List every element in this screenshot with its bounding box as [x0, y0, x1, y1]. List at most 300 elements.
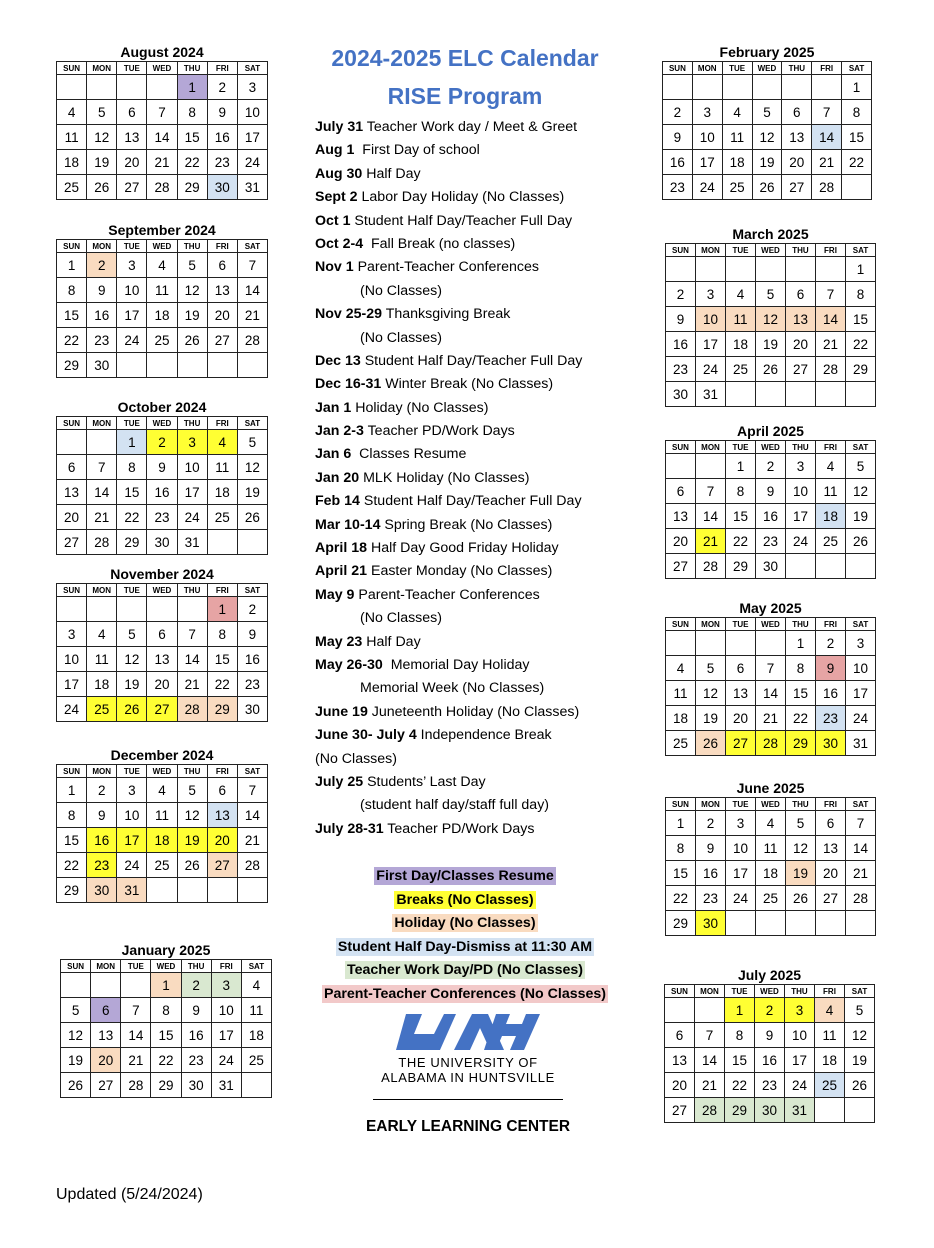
calendar-day: 13: [726, 681, 756, 706]
weekday-header: THU: [177, 765, 207, 778]
event-description: Student Half Day/Teacher Full Day: [350, 212, 573, 229]
calendar-day: 24: [846, 706, 876, 731]
calendar-week-row: [57, 697, 268, 722]
calendar-day: 20: [207, 828, 237, 853]
calendar-week-row: [57, 353, 268, 378]
page-title: 2024-2025 ELC Calendar: [331, 45, 599, 71]
weekday-header: TUE: [726, 244, 756, 257]
event-item: [315, 584, 635, 607]
calendar-day: 26: [696, 731, 726, 756]
calendar-empty-day: [241, 1073, 271, 1098]
calendar-day: 7: [816, 282, 846, 307]
weekday-header: SUN: [57, 765, 87, 778]
calendar-day: 12: [177, 803, 207, 828]
calendar-day: 30: [756, 554, 786, 579]
calendar-empty-day: [147, 75, 177, 100]
logo-divider: [373, 1099, 563, 1100]
calendar-october-2024: [56, 398, 268, 555]
calendar-day: 6: [786, 282, 816, 307]
weekday-header: MON: [695, 985, 725, 998]
weekday-header: WED: [151, 960, 181, 973]
calendar-day: 31: [117, 878, 147, 903]
calendar-week-row: [57, 878, 268, 903]
calendar-week-row: [57, 455, 268, 480]
calendar-day: 10: [785, 1023, 815, 1048]
calendar-day: 17: [211, 1023, 241, 1048]
calendar-day: 9: [663, 125, 693, 150]
calendar-day: 15: [177, 125, 207, 150]
calendar-day: 5: [177, 778, 207, 803]
calendar-day: 28: [812, 175, 842, 200]
calendar-day: 26: [117, 697, 147, 722]
weekday-header: SAT: [846, 441, 876, 454]
calendar-grid: [665, 617, 876, 756]
calendar-week-row: [57, 278, 268, 303]
calendar-day: 14: [121, 1023, 151, 1048]
weekday-header: SUN: [57, 240, 87, 253]
legend-label: First Day/Classes Resume: [376, 868, 554, 884]
event-description: Spring Break (No Classes): [380, 516, 553, 533]
calendar-day: 19: [845, 1048, 875, 1073]
calendar-day: 7: [695, 1023, 725, 1048]
calendar-day: 9: [207, 100, 237, 125]
calendar-week-row: [666, 631, 876, 656]
calendar-day: 2: [756, 454, 786, 479]
calendar-day: 11: [815, 1023, 845, 1048]
calendar-day: 27: [666, 554, 696, 579]
calendar-day: 2: [816, 631, 846, 656]
logo-university-line1: THE UNIVERSITY OF: [398, 1055, 538, 1070]
calendar-day: 30: [87, 878, 117, 903]
calendar-day: 29: [846, 357, 876, 382]
calendar-day: 11: [756, 836, 786, 861]
calendar-day: 3: [785, 998, 815, 1023]
calendar-day: 25: [722, 175, 752, 200]
weekday-header: SUN: [666, 441, 696, 454]
calendar-day: 5: [845, 998, 875, 1023]
event-description: Winter Break (No Classes): [381, 376, 554, 393]
legend-item: [300, 958, 630, 982]
calendar-week-row: [57, 853, 268, 878]
calendar-day: 15: [57, 828, 87, 853]
calendar-empty-day: [756, 257, 786, 282]
calendar-day: 21: [816, 332, 846, 357]
calendar-empty-day: [846, 911, 876, 936]
calendar-empty-day: [756, 631, 786, 656]
calendar-day: 1: [151, 973, 181, 998]
calendar-day: 8: [151, 998, 181, 1023]
calendar-day: 19: [177, 828, 207, 853]
calendar-day: 8: [57, 803, 87, 828]
calendar-day: 25: [147, 853, 177, 878]
calendar-day: 6: [726, 656, 756, 681]
calendar-day: 18: [87, 672, 117, 697]
calendar-title: December 2024: [110, 747, 214, 763]
calendar-empty-day: [786, 911, 816, 936]
calendar-day: 4: [815, 998, 845, 1023]
event-item: [315, 163, 635, 186]
event-description: (No Classes): [360, 329, 442, 346]
weekday-header: SUN: [666, 244, 696, 257]
calendar-day: 11: [816, 479, 846, 504]
calendar-day: 13: [666, 504, 696, 529]
calendar-day: 8: [57, 278, 87, 303]
calendar-day: 30: [147, 530, 177, 555]
calendar-day: 17: [846, 681, 876, 706]
calendar-day: 12: [845, 1023, 875, 1048]
calendar-empty-day: [237, 353, 267, 378]
calendar-empty-day: [121, 973, 151, 998]
calendar-day: 14: [816, 307, 846, 332]
calendar-day: 8: [117, 455, 147, 480]
weekday-header: TUE: [117, 584, 147, 597]
calendar-week-row: [666, 681, 876, 706]
calendar-day: 22: [177, 150, 207, 175]
event-date: June 30- July 4: [315, 727, 417, 744]
event-description: First Day of school: [354, 142, 480, 159]
calendar-day: 3: [786, 454, 816, 479]
event-date: Oct 2-4: [315, 235, 364, 252]
calendar-day: 29: [726, 554, 756, 579]
calendar-day: 6: [117, 100, 147, 125]
calendar-title: February 2025: [719, 44, 815, 60]
weekday-header: THU: [177, 62, 207, 75]
calendar-day: 10: [117, 803, 147, 828]
calendar-day: 12: [61, 1023, 91, 1048]
calendar-day: 18: [241, 1023, 271, 1048]
event-date: Jan 1: [315, 399, 352, 416]
calendar-february-2025: [662, 43, 872, 200]
weekday-header: SUN: [57, 417, 87, 430]
event-item: [315, 490, 635, 513]
calendar-day: 2: [666, 282, 696, 307]
calendar-week-row: [57, 175, 268, 200]
calendar-day: 12: [846, 479, 876, 504]
event-date: Jan 6: [315, 446, 352, 463]
calendar-day: 24: [692, 175, 722, 200]
event-item: [315, 303, 635, 326]
calendar-day: 29: [207, 697, 237, 722]
calendar-empty-day: [726, 631, 756, 656]
weekday-header: TUE: [725, 985, 755, 998]
calendar-day: 26: [756, 357, 786, 382]
calendar-day: 27: [665, 1098, 695, 1123]
calendar-title: July 2025: [737, 967, 802, 983]
calendar-empty-day: [665, 998, 695, 1023]
calendar-week-row: [666, 836, 876, 861]
calendar-day: 20: [665, 1073, 695, 1098]
weekday-header: FRI: [816, 244, 846, 257]
calendar-week-row: [666, 861, 876, 886]
calendar-day: 29: [786, 731, 816, 756]
calendar-week-row: [666, 529, 876, 554]
calendar-day: 16: [87, 303, 117, 328]
calendar-empty-day: [177, 597, 207, 622]
calendar-day: 16: [756, 504, 786, 529]
calendar-day: 24: [211, 1048, 241, 1073]
page-subtitle: RISE Program: [387, 83, 543, 109]
calendar-day: 21: [756, 706, 786, 731]
event-item: [315, 654, 635, 677]
calendar-day: 29: [57, 353, 87, 378]
calendar-day: 20: [91, 1048, 121, 1073]
calendar-day: 22: [726, 529, 756, 554]
calendar-day: 18: [816, 504, 846, 529]
calendar-day: 15: [117, 480, 147, 505]
calendar-title: September 2024: [108, 222, 216, 238]
weekday-header: SUN: [57, 584, 87, 597]
calendar-day: 26: [752, 175, 782, 200]
calendar-empty-day: [117, 75, 147, 100]
event-item: [315, 327, 635, 350]
calendar-day: 15: [666, 861, 696, 886]
calendar-day: 13: [816, 836, 846, 861]
calendar-week-row: [666, 282, 876, 307]
calendar-empty-day: [57, 430, 87, 455]
calendar-grid: [664, 984, 875, 1123]
event-item: [315, 397, 635, 420]
calendar-day: 6: [207, 253, 237, 278]
calendar-day: 8: [177, 100, 207, 125]
calendar-march-2025: [665, 225, 876, 407]
event-description: (No Classes): [315, 750, 397, 767]
calendar-day: 24: [57, 697, 87, 722]
calendar-day: 24: [696, 357, 726, 382]
calendar-empty-day: [57, 597, 87, 622]
calendar-day: 11: [147, 278, 177, 303]
calendar-day: 7: [812, 100, 842, 125]
calendar-day: 22: [666, 886, 696, 911]
event-item: [315, 818, 635, 841]
weekday-header: TUE: [117, 417, 147, 430]
weekday-header: SAT: [237, 417, 267, 430]
calendar-day: 22: [57, 853, 87, 878]
calendar-day: 30: [181, 1073, 211, 1098]
calendar-empty-day: [786, 554, 816, 579]
calendar-empty-day: [752, 75, 782, 100]
calendar-day: 20: [816, 861, 846, 886]
calendar-day: 23: [147, 505, 177, 530]
calendar-september-2024: [56, 221, 268, 378]
calendar-day: 17: [726, 861, 756, 886]
calendar-week-row: [57, 480, 268, 505]
calendar-week-row: [57, 253, 268, 278]
calendar-grid: [665, 243, 876, 407]
calendar-day: 2: [663, 100, 693, 125]
weekday-header: FRI: [816, 441, 846, 454]
event-item: [315, 467, 635, 490]
legend-item: [300, 935, 630, 959]
calendar-day: 29: [117, 530, 147, 555]
calendar-day: 20: [147, 672, 177, 697]
calendar-empty-day: [177, 878, 207, 903]
calendar-empty-day: [782, 75, 812, 100]
calendar-day: 27: [786, 357, 816, 382]
calendar-day: 27: [91, 1073, 121, 1098]
calendar-day: 23: [756, 529, 786, 554]
calendar-day: 10: [57, 647, 87, 672]
calendar-week-row: [666, 504, 876, 529]
calendar-empty-day: [696, 454, 726, 479]
calendar-empty-day: [87, 430, 117, 455]
calendar-day: 14: [846, 836, 876, 861]
calendar-title: April 2025: [737, 423, 804, 439]
calendar-day: 21: [121, 1048, 151, 1073]
calendar-day: 3: [692, 100, 722, 125]
calendar-day: 6: [147, 622, 177, 647]
calendar-day: 11: [147, 803, 177, 828]
calendar-day: 10: [726, 836, 756, 861]
calendar-day: 23: [755, 1073, 785, 1098]
calendar-day: 11: [87, 647, 117, 672]
calendar-day: 4: [87, 622, 117, 647]
calendar-day: 18: [666, 706, 696, 731]
calendar-week-row: [666, 731, 876, 756]
calendar-day: 25: [147, 328, 177, 353]
calendar-day: 12: [756, 307, 786, 332]
calendar-day: 2: [237, 597, 267, 622]
calendar-day: 1: [57, 253, 87, 278]
event-date: June 19: [315, 703, 368, 720]
event-description: Thanksgiving Break: [382, 306, 511, 323]
calendar-week-row: [666, 886, 876, 911]
calendar-day: 25: [57, 175, 87, 200]
calendar-day: 29: [151, 1073, 181, 1098]
event-description: Fall Break (no classes): [363, 235, 516, 252]
calendar-day: 10: [177, 455, 207, 480]
calendar-day: 24: [785, 1073, 815, 1098]
calendar-day: 31: [785, 1098, 815, 1123]
legend-label: Breaks (No Classes): [396, 891, 534, 908]
calendar-week-row: [665, 998, 875, 1023]
event-description: Student Half Day/Teacher Full Day: [359, 493, 582, 510]
legend-item: [300, 888, 630, 912]
calendar-week-row: [663, 100, 872, 125]
calendar-day: 24: [237, 150, 267, 175]
calendar-day: 25: [726, 357, 756, 382]
calendar-day: 27: [207, 853, 237, 878]
calendar-day: 18: [147, 303, 177, 328]
calendar-day: 31: [846, 731, 876, 756]
calendar-day: 23: [666, 357, 696, 382]
weekday-header: THU: [786, 798, 816, 811]
calendar-day: 29: [57, 878, 87, 903]
weekday-header: MON: [692, 62, 722, 75]
event-description: Teacher PD/Work Days: [383, 820, 535, 837]
calendar-day: 14: [87, 480, 117, 505]
calendar-day: 14: [237, 803, 267, 828]
event-date: July 31: [315, 119, 364, 135]
calendar-week-row: [666, 332, 876, 357]
logo-university-line2: ALABAMA IN HUNTSVILLE: [381, 1070, 555, 1085]
weekday-header: SAT: [846, 798, 876, 811]
calendar-day: 24: [117, 853, 147, 878]
calendar-week-row: [666, 811, 876, 836]
calendar-day: 24: [726, 886, 756, 911]
calendar-day: 25: [815, 1073, 845, 1098]
calendar-empty-day: [846, 382, 876, 407]
calendar-day: 9: [696, 836, 726, 861]
event-description: Labor Day Holiday (No Classes): [357, 189, 565, 206]
calendar-day: 20: [666, 529, 696, 554]
calendar-week-row: [666, 911, 876, 936]
calendar-day: 26: [846, 529, 876, 554]
weekday-header: FRI: [211, 960, 241, 973]
calendar-day: 14: [696, 504, 726, 529]
calendar-day: 19: [752, 150, 782, 175]
event-date: Jan 20: [315, 469, 360, 486]
calendar-day: 21: [846, 861, 876, 886]
calendar-day: 21: [695, 1073, 725, 1098]
calendar-day: 8: [786, 656, 816, 681]
calendar-day: 26: [845, 1073, 875, 1098]
calendar-day: 15: [151, 1023, 181, 1048]
event-date: Jan 2-3: [315, 423, 364, 440]
weekday-header: TUE: [726, 441, 756, 454]
calendar-day: 28: [177, 697, 207, 722]
event-description: Parent-Teacher Conferences: [353, 259, 539, 276]
calendar-empty-day: [696, 631, 726, 656]
calendar-day: 2: [87, 253, 117, 278]
calendar-day: 19: [696, 706, 726, 731]
calendar-title: August 2024: [120, 44, 204, 60]
calendar-day: 24: [117, 328, 147, 353]
calendar-week-row: [57, 75, 268, 100]
calendar-day: 2: [755, 998, 785, 1023]
calendar-day: 3: [237, 75, 267, 100]
calendar-day: 10: [846, 656, 876, 681]
legend-item: [300, 911, 630, 935]
calendar-day: 8: [842, 100, 872, 125]
calendar-day: 28: [237, 853, 267, 878]
event-item: [315, 350, 635, 373]
calendar-week-row: [666, 357, 876, 382]
calendar-day: 16: [755, 1048, 785, 1073]
calendar-day: 1: [57, 778, 87, 803]
calendar-empty-day: [846, 554, 876, 579]
calendar-week-row: [61, 1048, 272, 1073]
event-item: [315, 748, 635, 771]
calendar-day: 20: [117, 150, 147, 175]
calendar-empty-day: [91, 973, 121, 998]
weekday-header: SUN: [666, 798, 696, 811]
calendar-title: October 2024: [117, 399, 207, 415]
calendar-empty-day: [812, 75, 842, 100]
calendar-day: 22: [151, 1048, 181, 1073]
weekday-header: SAT: [241, 960, 271, 973]
calendar-day: 23: [816, 706, 846, 731]
calendar-day: 22: [725, 1073, 755, 1098]
event-item: [315, 443, 635, 466]
calendar-day: 11: [726, 307, 756, 332]
calendar-day: 9: [87, 803, 117, 828]
weekday-header: THU: [177, 417, 207, 430]
calendar-day: 3: [846, 631, 876, 656]
weekday-header: THU: [786, 618, 816, 631]
event-item: [315, 607, 635, 630]
calendar-grid: [56, 583, 268, 722]
calendar-day: 4: [756, 811, 786, 836]
calendar-day: 18: [756, 861, 786, 886]
calendar-empty-day: [87, 597, 117, 622]
calendar-week-row: [57, 430, 268, 455]
legend-label: Parent-Teacher Conferences (No Classes): [323, 985, 606, 1002]
calendar-day: 12: [237, 455, 267, 480]
calendar-day: 15: [726, 504, 756, 529]
calendar-april-2025: [665, 422, 876, 579]
event-description: Juneteenth Holiday (No Classes): [367, 703, 580, 720]
calendar-day: 10: [211, 998, 241, 1023]
